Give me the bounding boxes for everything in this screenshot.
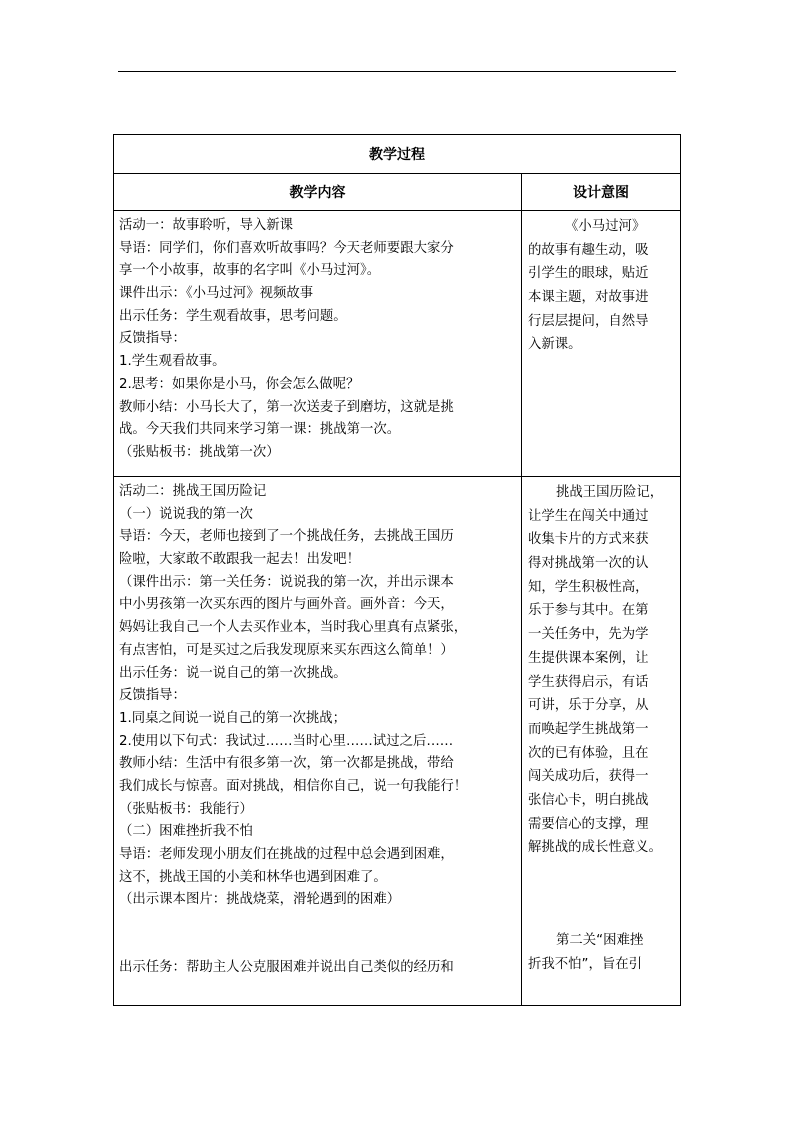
activity1-line: 导语：同学们，你们喜欢听故事吗？今天老师要跟大家分 xyxy=(119,240,454,256)
header-rule xyxy=(118,71,676,72)
activity2-line: 出示任务：说一说自己的第一次挑战。 xyxy=(119,665,347,681)
table-header-row xyxy=(114,174,680,211)
activity2-content xyxy=(119,481,519,980)
activity2-line: （课件出示：第一关任务：说说我的第一次，并出示课本 xyxy=(119,574,454,590)
teaching-process-table xyxy=(113,134,681,1006)
activity2-line: 中小男孩第一次买东西的图片与画外音。画外音：今天， xyxy=(119,597,454,613)
spacer xyxy=(119,912,519,957)
activity2-intent-line: 乐于参与其中。在第 xyxy=(528,603,649,619)
activity2-intent-line: 张信心卡，明白挑战 xyxy=(528,792,649,808)
activity2-intent-line: 第二关“困难挫 xyxy=(556,933,644,948)
activity1-line: 战。今天我们共同来学习第一课：挑战第一次。 xyxy=(119,422,401,438)
activity2-line: 妈妈让我自己一个人去买作业本，当时我心里真有点紧张， xyxy=(119,620,468,636)
activity2-intent-line: 次的已有体验，且在 xyxy=(528,745,649,761)
activity1-intent-line: 行层层提问，自然导 xyxy=(528,313,649,329)
activity1-intent-line: 引学生的眼球，贴近 xyxy=(528,266,649,282)
column-header-content: 教学内容 xyxy=(289,185,346,201)
table-title: 教学过程 xyxy=(114,135,680,174)
activity1-line: 反馈指导： xyxy=(119,331,186,347)
activity2-line: 教师小结：生活中有很多第一次，第一次都是挑战，带给 xyxy=(119,756,454,772)
activity1-line: 2.思考：如果你是小马，你会怎么做呢？ xyxy=(119,376,360,392)
activity2-intent-line: 解挑战的成长性意义。 xyxy=(528,840,662,856)
table-row-activity2 xyxy=(114,477,680,1005)
column-header-intent: 设计意图 xyxy=(573,185,629,201)
activity2-intent-line: 折我不怕”，旨在引 xyxy=(528,956,643,972)
activity2-line: 出示任务：帮助主人公克服困难并说出自己类似的经历和 xyxy=(119,960,454,976)
activity1-line: （张贴板书：挑战第一次） xyxy=(119,444,280,460)
activity2-line: 2.使用以下句式：我试过……当时心里……试过之后…… xyxy=(119,733,454,749)
activity2-line: （出示课本图片：挑战烧菜，滑轮遇到的困难） xyxy=(119,892,401,908)
activity2-intent-line: 学生获得启示，有话 xyxy=(528,674,649,690)
activity2-intent-line: 闯关成功后，获得一 xyxy=(528,769,649,785)
activity1-intent-line: 的故事有趣生动，吸 xyxy=(528,242,649,258)
activity1-line: 1.学生观看故事。 xyxy=(119,354,226,370)
activity1-line: 活动一：故事聆听，导入新课 xyxy=(119,218,294,233)
activity2-intent-line: 可讲，乐于分享，从 xyxy=(528,698,649,714)
activity2-line: 我们成长与惊喜。面对挑战，相信你自己，说一句我能行！ xyxy=(119,778,468,794)
activity2-line: 险啦，大家敢不敢跟我一起去！出发吧！ xyxy=(119,552,361,568)
activity2-line: 导语：老师发现小朋友们在挑战的过程中总会遇到困难， xyxy=(119,847,454,862)
activity2-line: （二）困难挫折我不怕 xyxy=(119,824,253,840)
activity2-line: 这不，挑战王国的小美和林华也遇到困难了。 xyxy=(119,869,387,885)
activity2-line: 活动二：挑战王国历险记 xyxy=(119,484,267,499)
activity1-content xyxy=(119,215,519,465)
activity1-line: 出示任务：学生观看故事，思考问题。 xyxy=(119,308,347,324)
activity1-intent-line: 本课主题，对故事进 xyxy=(528,290,649,306)
activity1-intent xyxy=(528,215,675,357)
activity2-line: （张贴板书：我能行） xyxy=(119,801,253,817)
activity1-line: 教师小结：小马长大了，第一次送麦子到磨坊，这就是挑 xyxy=(119,399,454,415)
activity2-intent-line: 得对挑战第一次的认 xyxy=(528,556,649,572)
activity1-line: 享一个小故事，故事的名字叫《小马过河》。 xyxy=(119,263,381,279)
activity2-line: 1.同桌之间说一说自己的第一次挑战； xyxy=(119,710,347,726)
activity2-intent-line: 挑战王国历险记， xyxy=(556,485,664,500)
activity2-intent-line: 让学生在闯关中通过 xyxy=(528,508,649,524)
activity2-line: 导语：今天，老师也接到了一个挑战任务，去挑战王国历 xyxy=(119,529,454,545)
spacer xyxy=(528,860,675,929)
activity2-intent-line: 收集卡片的方式来获 xyxy=(528,532,649,548)
activity2-line: 有点害怕，可是买过之后我发现原来买东西这么简单！） xyxy=(119,642,454,658)
activity1-line: 课件出示：《小马过河》视频故事 xyxy=(119,286,314,302)
activity2-line: 反馈指导： xyxy=(119,688,186,704)
activity2-intent-line: 而唤起学生挑战第一 xyxy=(528,721,649,737)
activity2-intent xyxy=(528,481,675,976)
activity2-intent-line: 需要信心的支撑，理 xyxy=(528,816,649,832)
activity1-intent-line: 《小马过河》 xyxy=(565,219,646,234)
activity2-intent-line: 知，学生积极性高， xyxy=(528,579,649,595)
table-row-activity1 xyxy=(114,211,680,477)
activity2-intent-line: 一关任务中，先为学 xyxy=(528,627,649,643)
activity2-intent-line: 生提供课本案例，让 xyxy=(528,650,649,666)
activity2-line: （一）说说我的第一次 xyxy=(119,506,253,522)
activity1-intent-line: 入新课。 xyxy=(528,337,582,353)
